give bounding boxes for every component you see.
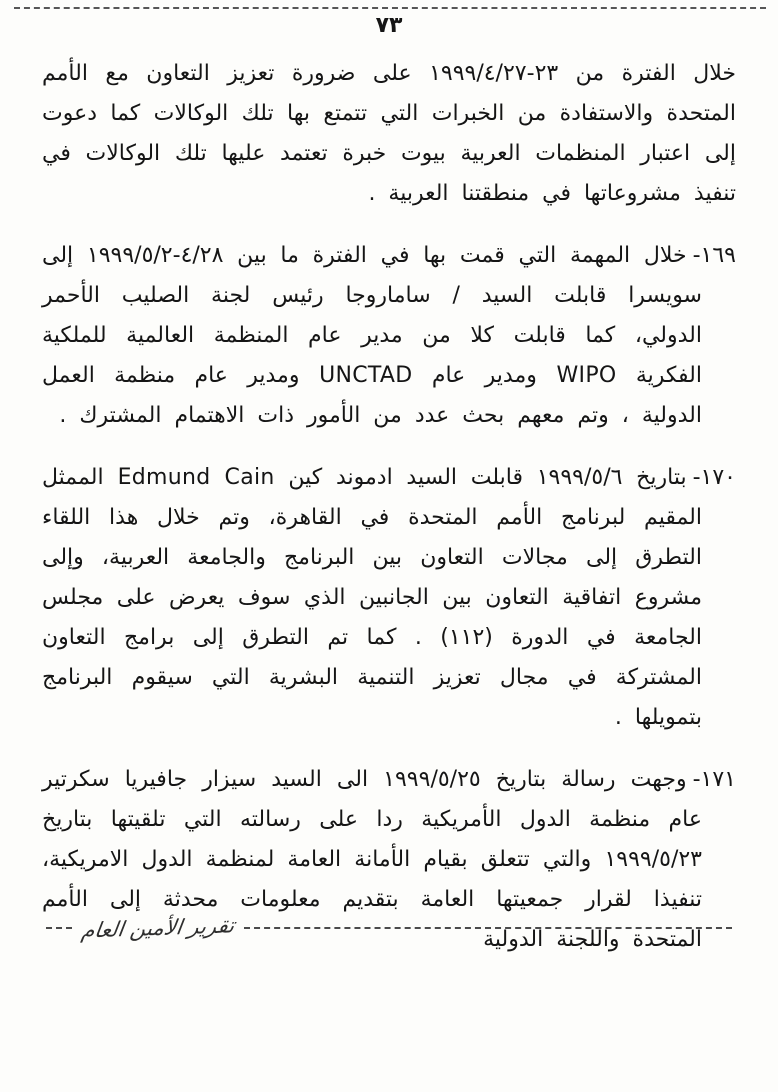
paragraph-text: وجهت رسالة بتاريخ ١٩٩٩/٥/٢٥ الى السيد سيزار جافيريا سكرتير عام منظمة الدول الأمريكية ردا على رسالته التي تلقيتها بتاريخ ١٩٩٩/٥/٢٣ والتي تتعلق بقيام الأمانة العامة لمنظمة الدول الامريكية، تنفيذا لقرار جمعيتها العامة بتقديم معلومات محدثة إلى الأمم المتحدة واللجنة الدولية [42, 767, 702, 952]
paragraph-text: خلال المهمة التي قمت بها في الفترة ما بين ٤/٢٨-١٩٩٩/٥/٢ إلى سويسرا قابلت السيد / ساماروجا رئيس لجنة الصليب الأحمر الدولي، كما قابلت كلا من مدير عام المنظمة العالمية للملكية الفكرية WIPO ومدير عام UNCTAD ومدير عام منظمة العمل الدولية ، وتم معهم بحث عدد من الأمور ذات الاهتمام المشترك . [42, 243, 702, 428]
paragraph-170 [42, 458, 736, 738]
footer-handwritten-note: تقرير الأمين العام [79, 913, 237, 943]
paragraph-169 [42, 236, 736, 436]
paragraph-text: خلال الفترة من ٢٣-١٩٩٩/٤/٢٧ على ضرورة تعزيز التعاون مع الأمم المتحدة والاستفادة من الخبرات التي تتمتع بها تلك الوكالات كما دعوت إلى اعتبار المنظمات العربية بيوت خبرة تعتمد عليها تلك الوكالات في تنفيذ مشروعاتها في منطقتنا العربية . [42, 61, 736, 206]
paragraph-continuation [42, 54, 736, 214]
document-body [42, 54, 736, 982]
paragraph-text: بتاريخ ١٩٩٩/٥/٦ قابلت السيد ادموند كين Edmund Cain الممثل المقيم لبرنامج الأمم المتحدة في القاهرة، وتم خلال هذا اللقاء التطرق إلى مجالات التعاون بين البرنامج والجامعة العربية، وإلى مشروع اتفاقية التعاون بين الجانبين الذي سوف يعرض على مجلس الجامعة في الدورة (١١٢) . كما تم التطرق إلى برامج التعاون المشتركة في مجال تعزيز التنمية البشرية التي سيقوم البرنامج بتمويلها . [42, 465, 702, 730]
page-number: ٧٣ [375, 13, 403, 38]
footer-dashed-rule [244, 927, 732, 929]
paragraph-number: ١٦٩- [692, 243, 736, 268]
footer-dashed-rule-end [46, 927, 72, 929]
paragraph-number: ١٧٠- [692, 465, 736, 490]
top-edge-rule [14, 7, 766, 9]
page-footer [46, 913, 732, 943]
paragraph-number: ١٧١- [692, 767, 736, 792]
